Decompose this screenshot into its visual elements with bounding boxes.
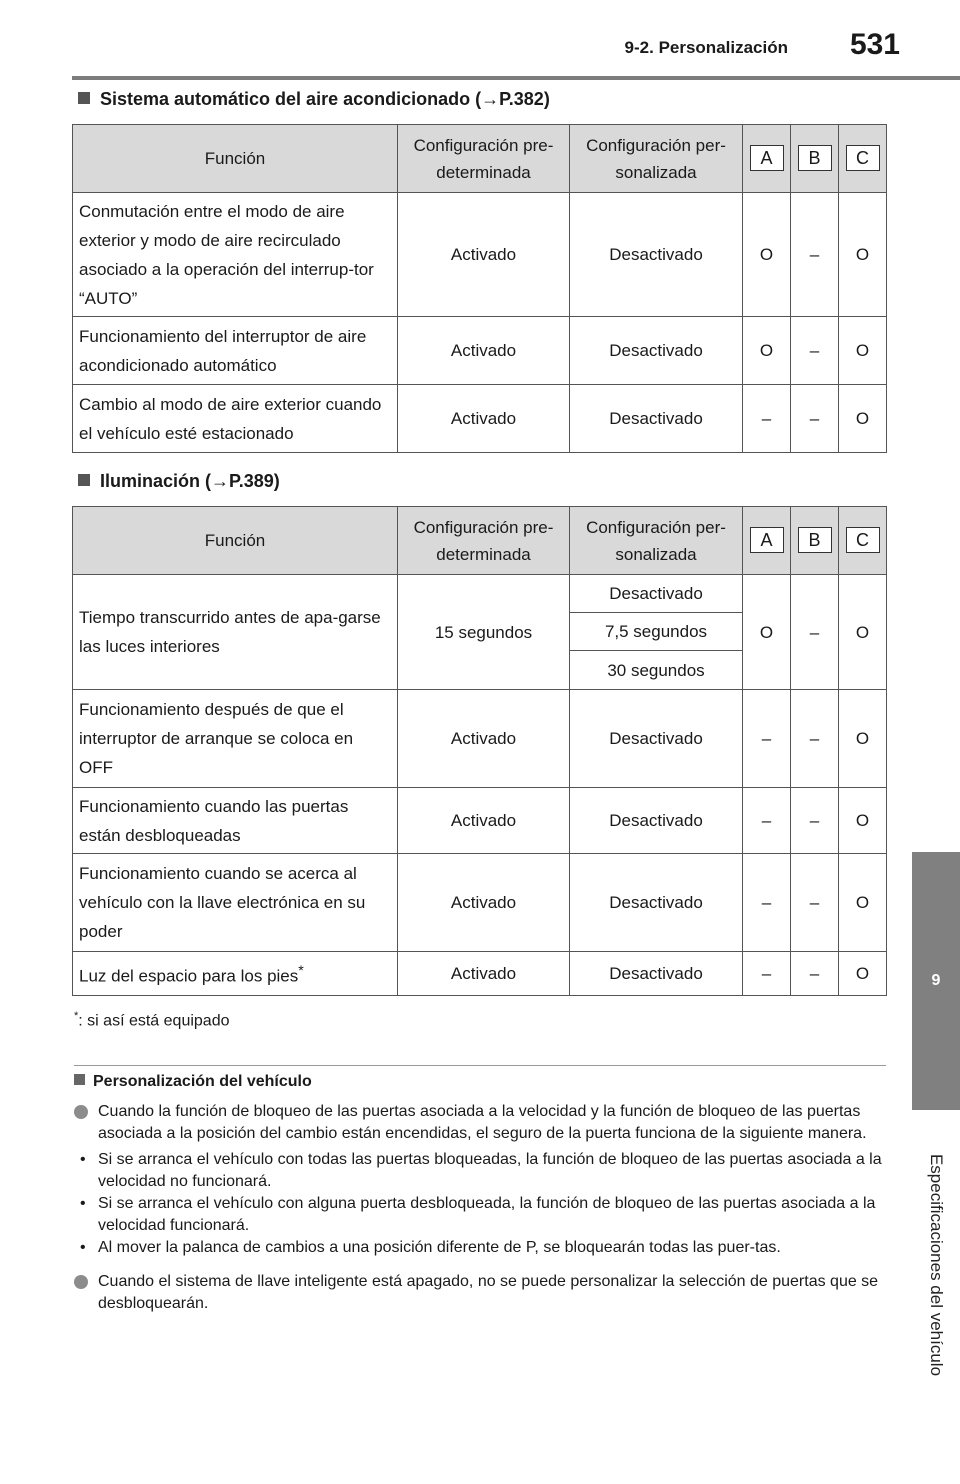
cell-custom: Desactivado: [570, 788, 743, 854]
cell-default: 15 segundos: [398, 575, 570, 690]
circle-bullet-icon: [74, 1275, 88, 1289]
section2-heading: [78, 471, 280, 492]
cell-function: [73, 952, 398, 996]
circle-bullet-icon: [74, 1105, 88, 1119]
cell-function: Funcionamiento del interruptor de aire acondicionado automático: [73, 317, 398, 385]
cell-b: –: [791, 575, 839, 690]
bullet-text: Al mover la palanca de cambios a una posición diferente de P, se bloquearán todas las puer-tas.: [98, 1239, 781, 1256]
square-bullet-icon: [78, 92, 90, 104]
bullet-glyph: •: [80, 1239, 86, 1256]
cell-custom: Desactivado: [570, 690, 743, 788]
cell-a: –: [743, 385, 791, 453]
chapter-tab: [912, 852, 960, 1110]
square-bullet-icon: [74, 1074, 85, 1085]
cell-default: Activado: [398, 193, 570, 317]
notes-heading: [74, 1071, 888, 1093]
header-a: [743, 507, 791, 575]
divider: [74, 1065, 886, 1066]
bullet-glyph: •: [80, 1151, 86, 1168]
cell-function: Cambio al modo de aire exterior cuando el vehículo esté estacionado: [73, 385, 398, 453]
cell-custom-option: 30 segundos: [570, 651, 743, 690]
table-header-row: [73, 507, 887, 575]
ac-table: [72, 124, 887, 453]
function-text: Luz del espacio para los pies: [79, 966, 299, 986]
letter-b-box: B: [798, 527, 832, 553]
cell-c: O: [839, 952, 887, 996]
bullet-text: Si se arranca el vehículo con alguna puerta desbloqueada, la función de bloqueo de las puertas asociada a la velocidad funcionará.: [98, 1195, 876, 1234]
cell-c: O: [839, 854, 887, 952]
cell-function: Funcionamiento cuando se acerca al vehículo con la llave electrónica en su poder: [73, 854, 398, 952]
cell-c: O: [839, 193, 887, 317]
header-a: [743, 125, 791, 193]
cell-c: O: [839, 575, 887, 690]
cell-c: O: [839, 690, 887, 788]
note-item: [74, 1101, 888, 1145]
letter-c-box: C: [846, 145, 880, 171]
cell-b: –: [791, 690, 839, 788]
header-default: Configuración pre-determinada: [398, 125, 570, 193]
cell-b: –: [791, 193, 839, 317]
note-text: Cuando la función de bloqueo de las puertas asociada a la velocidad y la función de bloqueo de las puertas asociada a la posición del cambio están encendidas, el seguro de la puerta funciona de la siguiente manera.: [98, 1103, 867, 1142]
cell-a: O: [743, 193, 791, 317]
cell-function: Funcionamiento cuando las puertas están desbloqueadas: [73, 788, 398, 854]
header-c: [839, 507, 887, 575]
notes-section: [74, 1071, 888, 1327]
table-row: [73, 193, 887, 317]
cell-a: –: [743, 952, 791, 996]
header-custom: Configuración per-sonalizada: [570, 125, 743, 193]
footnote: [74, 1010, 230, 1030]
cell-function: Conmutación entre el modo de aire exterior y modo de aire recirculado asociado a la operación del interrup-tor “AUTO”: [73, 193, 398, 317]
cell-b: –: [791, 385, 839, 453]
header-b: [791, 507, 839, 575]
header-b: [791, 125, 839, 193]
cell-custom: Desactivado: [570, 854, 743, 952]
cell-default: Activado: [398, 317, 570, 385]
note-sublist: [74, 1149, 888, 1259]
square-bullet-icon: [78, 474, 90, 486]
cell-c: O: [839, 317, 887, 385]
letter-b-box: B: [798, 145, 832, 171]
section-title: 9-2. Personalización: [624, 38, 788, 57]
lighting-table: [72, 506, 887, 996]
cell-custom: Desactivado: [570, 952, 743, 996]
cell-default: Activado: [398, 385, 570, 453]
cell-b: –: [791, 854, 839, 952]
cell-custom: Desactivado: [570, 193, 743, 317]
footnote-mark: *: [74, 1010, 79, 1022]
header-funcion: Función: [73, 507, 398, 575]
cell-default: Activado: [398, 952, 570, 996]
cell-function: Funcionamiento después de que el interruptor de arranque se coloca en OFF: [73, 690, 398, 788]
cell-custom-option: 7,5 segundos: [570, 613, 743, 651]
header-funcion: Función: [73, 125, 398, 193]
bullet-glyph: •: [80, 1195, 86, 1212]
section2-title: Iluminación (→P.389): [100, 471, 280, 491]
cell-custom: Desactivado: [570, 385, 743, 453]
table-row: [73, 317, 887, 385]
cell-b: –: [791, 952, 839, 996]
table-row: [73, 952, 887, 996]
section1-heading: [78, 89, 550, 110]
notes-heading-text: Personalización del vehículo: [93, 1073, 312, 1090]
table-row: [73, 690, 887, 788]
chapter-label-container: [918, 1130, 954, 1400]
chapter-number: 9: [931, 972, 941, 989]
cell-a: –: [743, 788, 791, 854]
list-item: [74, 1149, 888, 1193]
page-number: 531: [849, 28, 900, 61]
table-row: [73, 385, 887, 453]
cell-function: Tiempo transcurrido antes de apa-garse las luces interiores: [73, 575, 398, 690]
cell-c: O: [839, 788, 887, 854]
bullet-text: Si se arranca el vehículo con todas las puertas bloqueadas, la función de bloqueo de las puertas asociada a la velocidad no funcionará.: [98, 1151, 882, 1190]
table-row: [73, 854, 887, 952]
list-item: [74, 1193, 888, 1237]
cell-default: Activado: [398, 788, 570, 854]
cell-b: –: [791, 788, 839, 854]
cell-c: O: [839, 385, 887, 453]
table-row: [73, 575, 887, 613]
letter-a-box: A: [750, 527, 784, 553]
list-item: [74, 1237, 888, 1259]
table-row: [73, 788, 887, 854]
cell-b: –: [791, 317, 839, 385]
cell-custom: Desactivado: [570, 317, 743, 385]
note-text: Cuando el sistema de llave inteligente está apagado, no se puede personalizar la selección de puertas que se desbloquearán.: [98, 1273, 879, 1312]
table-header-row: [73, 125, 887, 193]
header-c: [839, 125, 887, 193]
footnote-mark: *: [298, 962, 304, 979]
cell-a: O: [743, 317, 791, 385]
cell-a: –: [743, 854, 791, 952]
header-custom: Configuración per-sonalizada: [570, 507, 743, 575]
cell-a: O: [743, 575, 791, 690]
cell-a: –: [743, 690, 791, 788]
letter-a-box: A: [750, 145, 784, 171]
cell-custom-option: Desactivado: [570, 575, 743, 613]
footnote-text: : si así está equipado: [78, 1012, 230, 1030]
cell-default: Activado: [398, 690, 570, 788]
note-item: [74, 1271, 888, 1315]
header-default: Configuración pre-determinada: [398, 507, 570, 575]
section1-title: Sistema automático del aire acondicionado (→P.382): [100, 89, 550, 109]
chapter-label: Especificaciones del vehículo: [927, 1153, 947, 1377]
letter-c-box: C: [846, 527, 880, 553]
cell-default: Activado: [398, 854, 570, 952]
page-header: [72, 0, 960, 80]
